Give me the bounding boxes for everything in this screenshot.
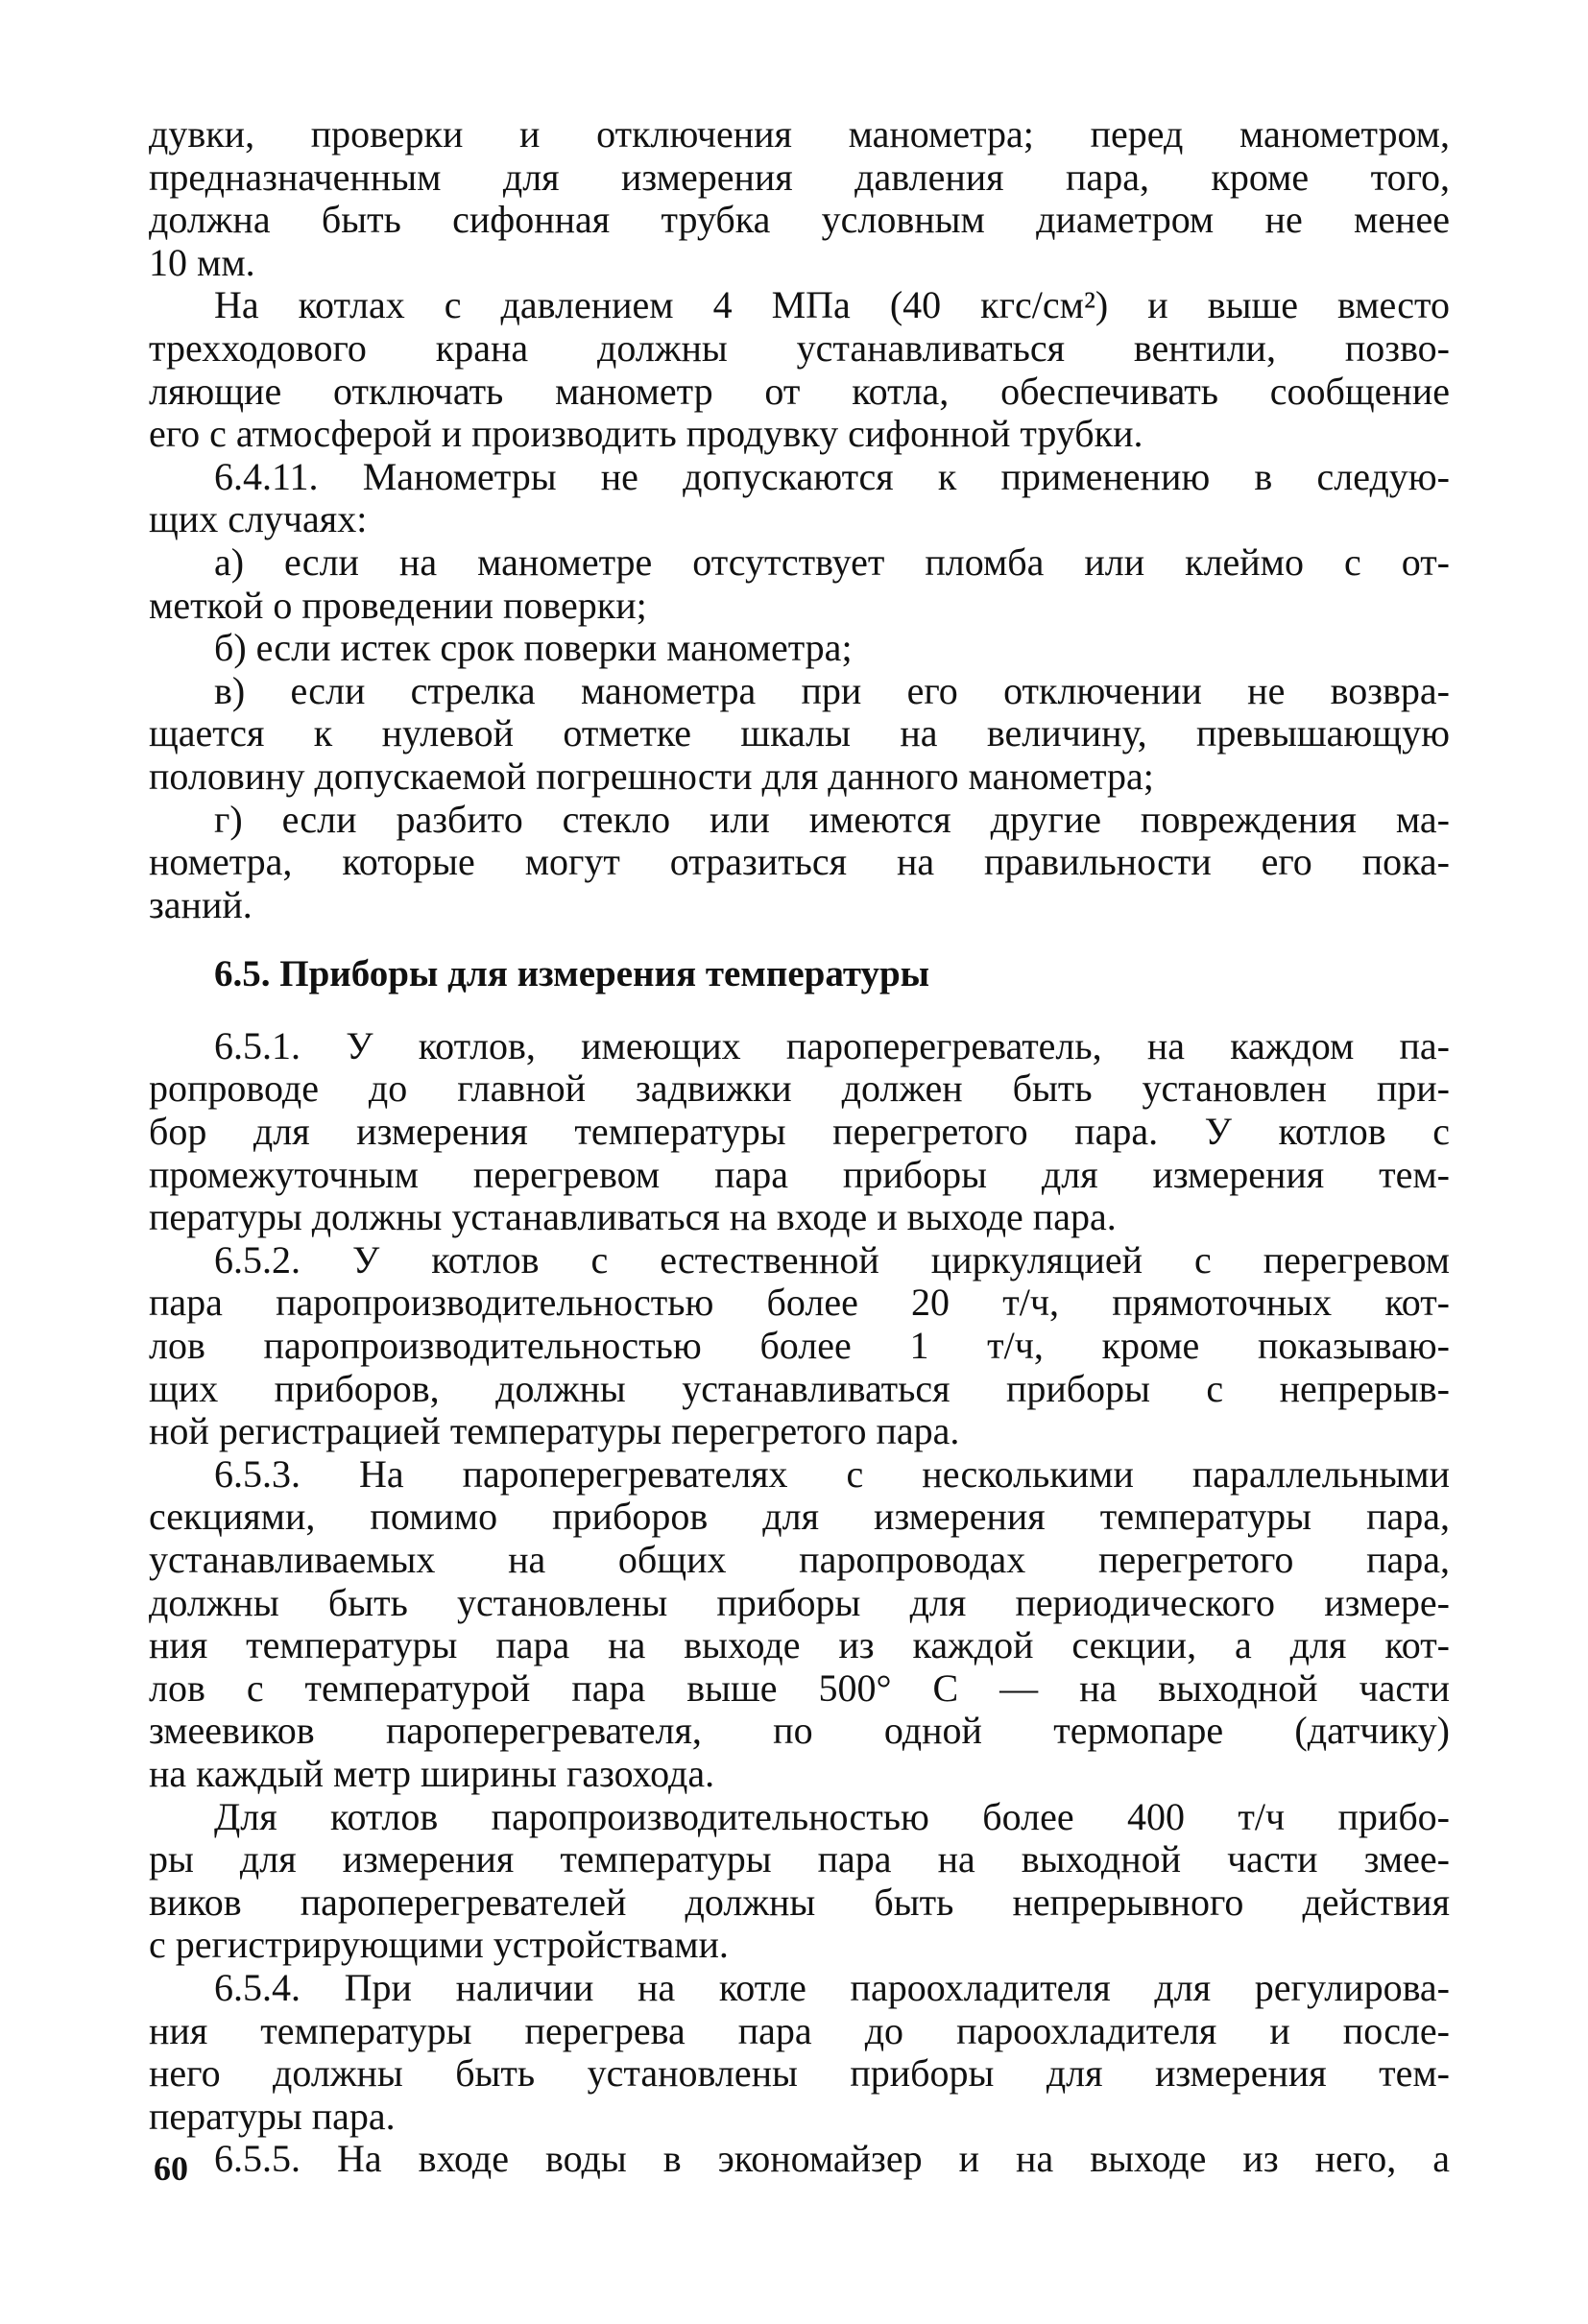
paragraph-6-5-2 bbox=[149, 1239, 1450, 1453]
paragraph-boilers-4mpa bbox=[149, 284, 1450, 455]
text-line: в) если стрелка манометра при его отключении не возвра- bbox=[214, 668, 1450, 712]
text-line: 6.5.4. При наличии на котле пароохладителя для регулирова- bbox=[214, 1965, 1450, 2009]
text-line: щается к нулевой отметке шкалы на величину, превышающую bbox=[149, 711, 1450, 755]
text-line: ропроводе до главной задвижки должен быть установлен при- bbox=[149, 1066, 1450, 1111]
text-line: ной регистрацией температуры перегретого пара. bbox=[149, 1409, 960, 1453]
text-line: щих случаях: bbox=[149, 497, 368, 541]
text-line: змеевиков пароперегревателя, по одной термопаре (датчику) bbox=[149, 1709, 1450, 1753]
text-line: виков пароперегревателей должны быть непрерывного действия bbox=[149, 1880, 1450, 1924]
text-line: должны быть установлены приборы для периодического измере- bbox=[149, 1580, 1450, 1624]
text-line: пературы пара. bbox=[149, 2094, 396, 2138]
text-line: нометра, которые могут отразиться на правильности его пока- bbox=[149, 840, 1450, 884]
text-line: заний. bbox=[149, 882, 253, 926]
text-line: лов паропроизводительностью более 1 т/ч, кроме показываю- bbox=[149, 1324, 1450, 1368]
text-line: секциями, помимо приборов для измерения температуры пара, bbox=[149, 1495, 1450, 1539]
list-item-b bbox=[149, 627, 1450, 670]
text-line: промежуточным перегревом пара приборы для измерения тем- bbox=[149, 1152, 1450, 1196]
text-line: 6.4.11. Манометры не допускаются к применению в следую- bbox=[214, 454, 1450, 498]
text-line: 6.5.3. На пароперегревателях с несколькими параллельными bbox=[214, 1451, 1450, 1496]
text-line: дувки, проверки и отключения манометра; перед манометром, bbox=[149, 112, 1450, 156]
text-line: его с атмосферой и производить продувку сифонной трубки. bbox=[149, 412, 1143, 456]
text-line: с регистрирующими устройствами. bbox=[149, 1923, 729, 1967]
text-line: половину допускаемой погрешности для данного манометра; bbox=[149, 754, 1154, 798]
text-line: должна быть сифонная трубка условным диаметром не менее bbox=[149, 198, 1450, 242]
text-line: 6.5.5. На входе воды в экономайзер и на выходе из него, а bbox=[214, 2137, 1450, 2181]
text-line: меткой о проведении поверки; bbox=[149, 583, 647, 627]
text-line: 6.5.1. У котлов, имеющих пароперегреватель, на каждом па- bbox=[214, 1023, 1450, 1067]
paragraph-6-5-4 bbox=[149, 1967, 1450, 2138]
text-line: ния температуры пара на выходе из каждой секции, а для кот- bbox=[149, 1623, 1450, 1667]
paragraph-6-5-3 bbox=[149, 1453, 1450, 1796]
text-line: на каждый метр ширины газохода. bbox=[149, 1751, 715, 1795]
text-line: него должны быть установлены приборы для измерения тем- bbox=[149, 2051, 1450, 2096]
text-line: Для котлов паропроизводительностью более 400 т/ч прибо- bbox=[214, 1794, 1450, 1838]
list-item-v bbox=[149, 670, 1450, 799]
text-line: ляющие отключать манометр от котла, обеспечивать сообщение bbox=[149, 369, 1450, 413]
list-item-a bbox=[149, 541, 1450, 627]
text-line: устанавливаемых на общих паропроводах перегретого пара, bbox=[149, 1538, 1450, 1581]
text-line: пературы должны устанавливаться на входе и выходе пара. bbox=[149, 1195, 1117, 1239]
paragraph-6-5-1 bbox=[149, 1025, 1450, 1239]
paragraph-6-5-5 bbox=[149, 2138, 1450, 2181]
text-line: бор для измерения температуры перегретого пара. У котлов с bbox=[149, 1110, 1450, 1154]
list-item-g bbox=[149, 799, 1450, 927]
text-line: ры для измерения температуры пара на выходной части змее- bbox=[149, 1837, 1450, 1881]
text-line: предназначенным для измерения давления пара, кроме того, bbox=[149, 155, 1450, 199]
text-line: 6.5.2. У котлов с естественной циркуляцией с перегревом bbox=[214, 1237, 1450, 1282]
text-line: ния температуры перегрева пара до пароохладителя и после- bbox=[149, 2008, 1450, 2052]
paragraph-6-4-11 bbox=[149, 456, 1450, 541]
paragraph-400-tph bbox=[149, 1796, 1450, 1967]
page-body bbox=[149, 113, 1450, 2181]
paragraph-continuation-manometer bbox=[149, 113, 1450, 284]
section-heading: 6.5. Приборы для измерения температуры bbox=[214, 953, 930, 995]
text-line: г) если разбито стекло или имеются другие повреждения ма- bbox=[214, 797, 1450, 841]
text-line: 10 мм. bbox=[149, 240, 255, 284]
text-line: щих приборов, должны устанавливаться приборы с непрерыв- bbox=[149, 1366, 1450, 1410]
page-number: 60 bbox=[154, 2149, 188, 2188]
text-line: лов с температурой пара выше 500° С — на выходной части bbox=[149, 1665, 1450, 1710]
text-line: трехходового крана должны устанавливаться вентили, позво- bbox=[149, 325, 1450, 370]
text-line: пара паропроизводительностью более 20 т/ч, прямоточных кот- bbox=[149, 1281, 1450, 1325]
text-line: На котлах с давлением 4 МПа (40 кгс/см²) и выше вместо bbox=[214, 283, 1450, 327]
text-line: б) если истек срок поверки манометра; bbox=[214, 626, 853, 670]
text-line: а) если на манометре отсутствует пломба или клеймо с от- bbox=[214, 539, 1450, 584]
